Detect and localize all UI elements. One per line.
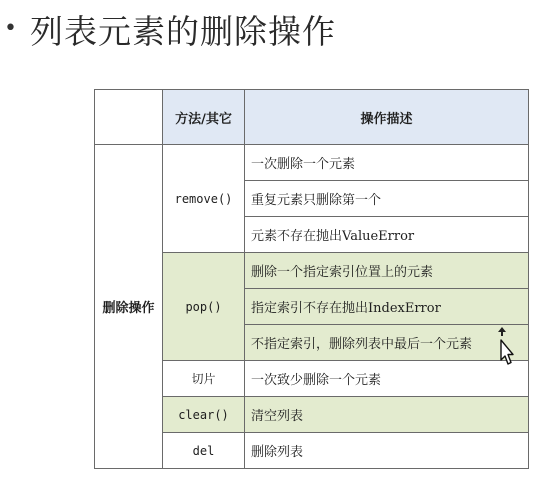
method-cell: del — [163, 433, 245, 469]
description-cell: 删除列表 — [245, 433, 529, 469]
description-cell: 删除一个指定索引位置上的元素 — [245, 253, 529, 289]
slide-title-text: 列表元素的删除操作 — [29, 11, 336, 51]
table-row — [95, 145, 529, 181]
header-corner-cell — [95, 90, 163, 145]
category-cell: 删除操作 — [95, 145, 163, 469]
description-cell: 不指定索引，删除列表中最后一个元素 — [245, 325, 529, 361]
description-cell: 一次致少删除一个元素 — [245, 361, 529, 397]
delete-operations-table — [94, 89, 529, 469]
mouse-cursor-icon — [492, 326, 514, 366]
description-cell: 一次删除一个元素 — [245, 145, 529, 181]
table-header-row — [95, 90, 529, 145]
method-cell: 切片 — [163, 361, 245, 397]
header-method-cell: 方法/其它 — [163, 90, 245, 145]
description-cell: 重复元素只删除第一个 — [245, 181, 529, 217]
method-cell: remove() — [163, 145, 245, 253]
method-cell: clear() — [163, 397, 245, 433]
description-cell: 指定索引不存在抛出IndexError — [245, 289, 529, 325]
bullet-icon: • — [4, 16, 18, 41]
slide-title — [4, 6, 336, 52]
header-description-cell: 操作描述 — [245, 90, 529, 145]
method-cell: pop() — [163, 253, 245, 361]
description-cell: 元素不存在抛出ValueError — [245, 217, 529, 253]
description-cell: 清空列表 — [245, 397, 529, 433]
